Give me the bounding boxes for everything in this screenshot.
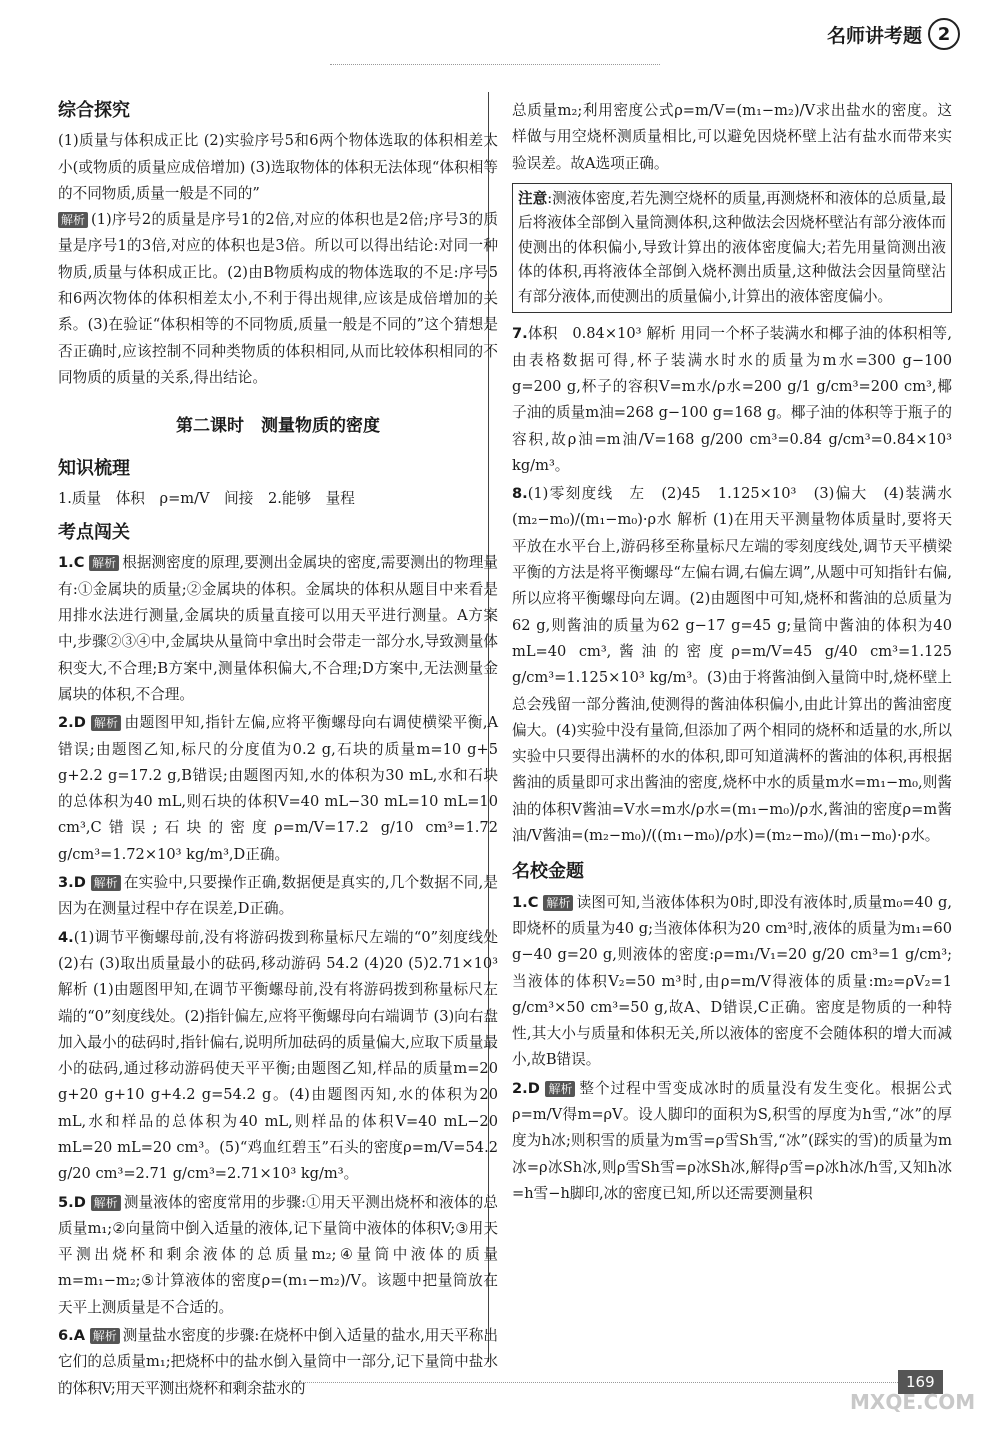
list-item: 2.D 解析 整个过程中雪变成冰时的质量没有发生变化。根据公式ρ=m/V得m=ρV。设人脚印的面积为S,积雪的厚度为h雪,“冰”的厚度为h冰;则积雪的质量为m雪=ρ雪Sh雪,“冰”(踩实的雪)的质量为m冰=ρ冰Sh冰,则ρ雪Sh雪=ρ冰Sh冰,解得ρ雪=ρ冰h冰/h雪,又知h冰=h雪−h脚印,冰的密度已知,所以还需要测量积 — [512, 1079, 953, 1202]
right-column — [512, 98, 967, 1209]
watermark: MXQE.COM — [850, 1390, 976, 1414]
section-title: 考点闯关 — [58, 522, 130, 544]
paragraph: 总质量m₂;利用密度公式ρ=m/V=(m₁−m₂)/V求出盐水的密度。这样做与用空烧杯测质量相比,可以避免因烧杯壁上沾有盐水而带来实验误差。故A选项正确。 — [512, 102, 952, 172]
section-title: 名校金题 — [512, 861, 584, 883]
paragraph: 1.质量 体积 ρ=m/V 间接 2.能够 量程 — [58, 489, 355, 507]
list-item: 5.D 解析 测量液体的密度常用的步骤:①用天平测出烧杯和液体的总质量m₁;②向量筒中倒入适量的液体,记下量筒中液体的体积V;③用天平测出烧杯和剩余液体的总质量m₂;④量筒中液体的质量m=m₁−m₂;⑤计算液体的密度ρ=(m₁−m₂)/V。该题中把量筒放在天平上测质量是不合适的。 — [58, 1193, 499, 1316]
list-item: 1.C 解析 读图可知,当液体体积为0时,即没有液体时,质量m₀=40 g,即烧杯的质量为40 g;当液体体积为20 cm³时,液体的质量为m₁=60 g−40 g=20 g,则液体的密度:ρ=m₁/V₁=20 g/20 cm³=1 g/cm³;当液体的体积V₂=50 m³时,由ρ=m/V得液体的质量:m₂=ρV₂=1 g/cm³×50 cm³=50 g,故A、D错误,C正确。密度是物质的一种特性,其大小与质量和体积无关,所以液体的密度不会随体积的增大而减小,故B错误。 — [512, 893, 953, 1069]
list-item: 1.C 解析 根据测密度的原理,要测出金属块的密度,需要测出的物理量有:①金属块的质量;②金属块的体积。金属块的体积从题目中来看是用排水法进行测量,金属块的质量直接可以用天平进行测量。A方案中,步骤②③④中,金属块从量筒中拿出时会带走一部分水,导致测量体积变大,不合理;B方案中,测量体积偏大,不合理;D方案中,无法测量金属块的体积,不合理。 — [58, 554, 498, 703]
section-title: 知识梳理 — [58, 457, 130, 479]
top-rule — [330, 64, 660, 65]
list-item: 8.(1)零刻度线 左 (2)45 1.125×10³ (3)偏大 (4)装满水 (m₂−m₀)/(m₁−m₀)·ρ水 解析 (1)在用天平测量物体质量时,要将天平放在水平台上,游码移至称量标尺左端的零刻度线处,调节天平横梁平衡的方法是将平衡螺母“左偏右调,右偏左调”,从题中可知指针右偏,所以应将平衡螺母向左调。(2)由题图中可知,烧杯和酱油的总质量为62 g,则酱油的质量为62 g−17 g=45 g;量筒中酱油的体积为40 mL=40 cm³,酱油的密度ρ=m/V=45 g/40 cm³=1.125 g/cm³=1.125×10³ kg/m³。(3)由于将酱油倒入量筒中时,烧杯壁上总会残留一部分酱油,使测得的酱油体积偏小,由此计算出的酱油密度偏大。(4)实验中没有量筒,但添加了两个相同的烧杯和适量的水,所以实验中只要得出满杯的水的体积,即可知道满杯的酱油的体积,再根据酱油的质量即可求出酱油的密度,烧杯中水的质量m水=m₁−m₀,则酱油的体积V酱油=V水=m水/ρ水=(m₁−m₀)/ρ水,酱油的密度ρ=m酱油/V酱油=(m₂−m₀)/((m₁−m₀)/ρ水)=(m₂−m₀)/(m₁−m₀)·ρ水。 — [512, 485, 967, 845]
list-item: 3.D 解析 在实验中,只要操作正确,数据便是真实的,几个数据不同,是因为在测量过程中存在误差,D正确。 — [58, 874, 499, 918]
list-item: 7.体积 0.84×10³ 解析 用同一个杯子装满水和椰子油的体积相等,由表格数据可得,杯子装满水时水的质量为m水=300 g−100 g=200 g,杯子的容积V=m水/ρ水=200 g/1 g/cm³=200 cm³,椰子油的质量m油=268 g−100 g=168 g。椰子油的体积等于瓶子的容积,故ρ油=m油/V=168 g/200 cm³=0.84 g/cm³=0.84×10³ kg/m³。 — [512, 325, 952, 474]
bottom-rule — [58, 1382, 898, 1383]
section-title: 综合探究 — [58, 100, 130, 121]
list-item: 2.D 解析 由题图甲知,指针左偏,应将平衡螺母向右调使横梁平衡,A错误;由题图乙知,标尺的分度值为0.2 g,石块的质量m=10 g+5 g+2.2 g=17.2 g,B错误;由题图丙知,水的体积为30 mL,水和石块的总体积为40 mL,则石块的体积V=40 mL−30 mL=10 mL=10 cm³,C错误;石块的密度ρ=m/V=17.2 g/10 cm³=1.72 g/cm³=1.72×10³ kg/m³,D正确。 — [58, 714, 499, 863]
note-label: 注意 — [518, 189, 548, 207]
header-title: 名师讲考题 — [826, 24, 922, 47]
page-number: 169 — [898, 1370, 943, 1394]
note-box — [512, 183, 952, 314]
page-header — [827, 18, 960, 50]
list-item: 6.A 解析 测量盐水密度的步骤:在烧杯中倒入适量的盐水,用天平称出它们的总质量m₁;把烧杯中的盐水倒入量筒中一部分,记下量筒中盐水的体积V;用天平测出烧杯和剩余盐水的 — [58, 1327, 499, 1397]
lesson-title: 第二课时 测量物质的密度 — [176, 416, 380, 437]
list-item: 4.(1)调节平衡螺母前,没有将游码拨到称量标尺左端的“0”刻度线处 (2)右 (3)取出质量最小的砝码,移动游码 54.2 (4)20 (5)2.71×10³ 解析 (1)由题图甲知,在调节平衡螺母前,没有将游码拨到称量标尺左端的“0”刻度线处。(2)指针偏左,应将平衡螺母向右端调节 (3)向右盘加入最小的砝码时,指针偏右,说明所加砝码的质量偏大,应取下质量最小的砝码,通过移动游码使天平平衡;由题图乙知,样品的质量m=20 g+20 g+10 g+4.2 g=54.2 g。(4)由题图丙知,水的体积为20 mL,水和样品的总体积为40 mL,则样品的体积V=40 mL−20 mL=20 mL=20 cm³。(5)“鸡血红碧玉”石头的密度ρ=m/V=54.2 g/20 cm³=2.71 g/cm³=2.71×10³ kg/m³。 — [58, 928, 498, 1183]
left-column — [58, 92, 498, 1404]
analysis — [58, 207, 498, 391]
analysis-text: (1)序号2的质量是序号1的2倍,对应的体积也是2倍;序号3的质量是序号1的3倍,对应的体积也是3倍。所以可以得出结论:对同一种物质,质量与体积成正比。(2)由B物质构成的物体选取的不足:序号5和6两次物体的体积相差太小,不利于得出规律,应该是成倍增加的关系。(3)在验证“体积相等的不同物质,质量一般是不同的”这个猜想是否正确时,应该控制不同种类物质的体积相同,从而比较体积相同的不同物质的质量的关系,得出结论。 — [58, 211, 498, 386]
paragraph: (1)质量与体积成正比 (2)实验序号5和6两个物体选取的体积相差太小(或物质的质量应成倍增加) (3)选取物体的体积无法体现“体积相等的不同物质,质量一般是不同的” — [58, 132, 498, 202]
note-text: :测液体密度,若先测空烧杯的质量,再测烧杯和液体的总质量,最后将液体全部倒入量筒测体积,这种做法会因烧杯壁沾有部分液体而使测出的体积偏小,导致计算出的液体密度偏大;若先用量筒测出液体的体积,再将液体全部倒入烧杯测出质量,这种做法会因量筒壁沾有部分液体,而使测出的质量偏小,计算出的液体密度偏小。 — [518, 189, 946, 305]
logo-icon: 2 — [928, 18, 960, 50]
analysis-tag: 解析 — [58, 212, 88, 228]
